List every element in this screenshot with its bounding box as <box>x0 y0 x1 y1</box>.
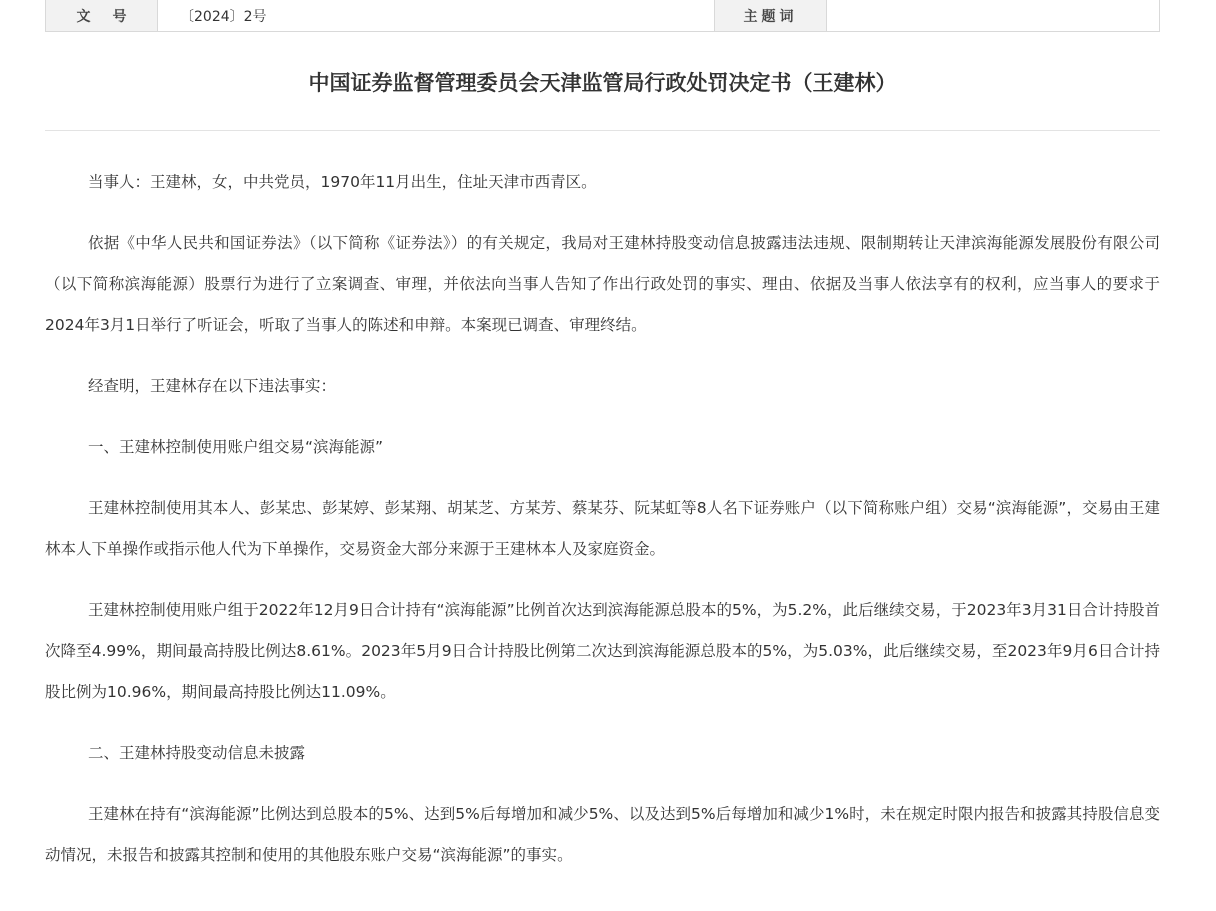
title-divider <box>45 130 1160 131</box>
subject-label: 主题词 <box>715 0 827 31</box>
document-meta-table <box>45 0 1160 32</box>
body-paragraph: 王建林控制使用其本人、彭某忠、彭某婷、彭某翔、胡某芝、方某芳、蔡某芬、阮某虹等8人名下证券账户（以下简称账户组）交易“滨海能源”，交易由王建林本人下单操作或指示他人代为下单操作，交易资金大部分来源于王建林本人及家庭资金。 <box>45 499 1160 558</box>
section-heading-1: 一、王建林控制使用账户组交易“滨海能源” <box>88 438 384 456</box>
legal-basis-paragraph: 依据《中华人民共和国证券法》（以下简称《证券法》）的有关规定，我局对王建林持股变动信息披露违法违规、限制期转让天津滨海能源发展股份有限公司（以下简称滨海能源）股票行为进行了立案调查、审理，并依法向当事人告知了作出行政处罚的事实、理由、依据及当事人依法享有的权利，应当事人的要求于2024年3月1日举行了听证会，听取了当事人的陈述和申辩。本案现已调查、审理终结。 <box>45 234 1160 334</box>
doc-number-value: 〔2024〕2号 <box>158 0 715 31</box>
subject-value <box>827 0 1159 31</box>
body-paragraph: 王建林在持有“滨海能源”比例达到总股本的5%、达到5%后每增加和减少5%、以及达到5%后每增加和减少1%时，未在规定时限内报告和披露其持股信息变动情况，未报告和披露其控制和使用的其他股东账户交易“滨海能源”的事实。 <box>45 805 1160 864</box>
body-paragraph: 王建林控制使用账户组于2022年12月9日合计持有“滨海能源”比例首次达到滨海能源总股本的5%，为5.2%，此后继续交易，于2023年3月31日合计持股首次降至4.99%，期间最高持股比例达8.61%。2023年5月9日合计持股比例第二次达到滨海能源总股本的5%，为5.03%，此后继续交易，至2023年9月6日合计持股比例为10.96%，期间最高持股比例达11.09%。 <box>45 601 1160 701</box>
document-title: 中国证券监督管理委员会天津监管局行政处罚决定书（王建林） <box>308 71 897 95</box>
section-heading-2: 二、王建林持股变动信息未披露 <box>88 744 306 762</box>
document-body <box>45 162 1160 896</box>
party-info-paragraph: 当事人：王建林，女，中共党员，1970年11月出生，住址天津市西青区。 <box>88 173 597 191</box>
findings-intro-paragraph: 经查明，王建林存在以下违法事实： <box>88 377 337 395</box>
doc-number-label: 文号 <box>46 0 158 31</box>
document-page <box>45 0 1160 864</box>
